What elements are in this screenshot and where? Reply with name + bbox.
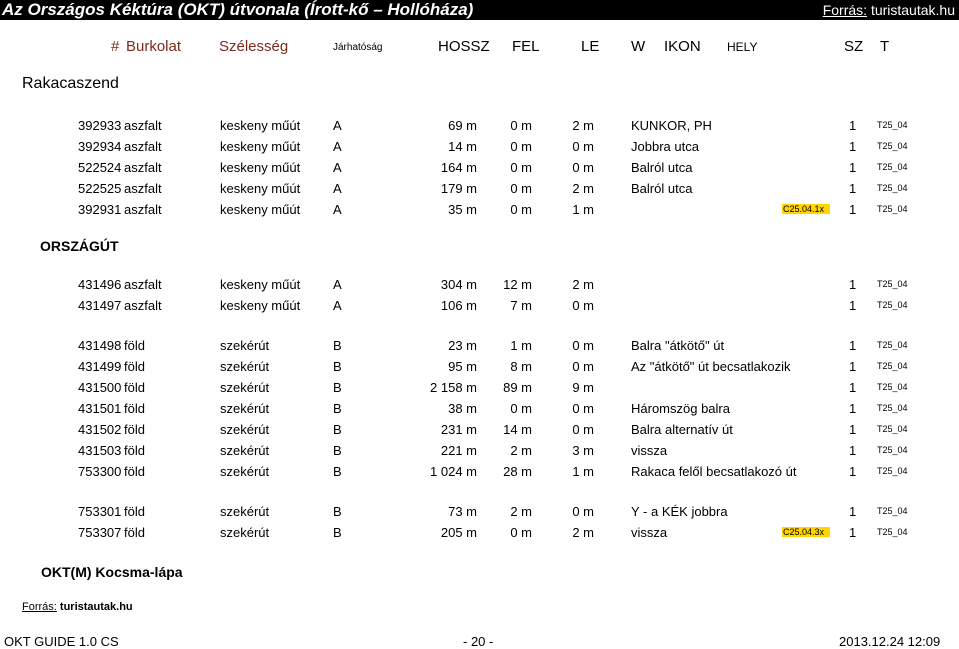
cell-burkolat: föld [124,443,145,458]
cell-hely: Balra "átkötő" út [631,338,725,353]
col-sz: SZ [844,38,864,55]
cell-fel: 14 m [503,422,532,437]
cell-hossz: 95 m [448,359,477,374]
cell-szelesseg: keskeny műút [220,118,301,133]
footer-datetime: 2013.12.24 12:09 [839,634,941,649]
cell-hely: KUNKOR, PH [631,118,712,133]
footer-source [22,601,133,613]
cell-jar: B [333,464,342,479]
cell-hossz: 179 m [440,181,477,196]
cell-burkolat: föld [124,380,145,395]
cell-jar: B [333,401,342,416]
cell-id: 753307 [78,525,122,540]
cell-fel: 0 m [510,118,532,133]
cell-le: 2 m [572,277,594,292]
cell-sz: 1 [849,443,857,458]
cell-le: 2 m [572,118,594,133]
cell-le: 0 m [572,160,594,175]
cell-jar: B [333,380,342,395]
cell-burkolat: föld [124,359,145,374]
cell-fel: 12 m [503,277,532,292]
cell-t: T25_04 [877,300,908,310]
cell-le: 2 m [572,525,594,540]
cell-t: T25_04 [877,403,908,413]
cell-fel: 8 m [510,359,532,374]
cell-fel: 0 m [510,401,532,416]
cell-t: T25_04 [877,204,908,214]
cell-hely: Balra alternatív út [631,422,733,437]
cell-sz: 1 [849,139,857,154]
cell-t: T25_04 [877,382,908,392]
header-source-label[interactable]: Forrás: [822,2,868,18]
cell-jar: A [333,118,342,133]
header-source [823,2,955,18]
cell-fel: 1 m [510,338,532,353]
cell-tag: C25.04.3x [782,527,830,537]
cell-sz: 1 [849,422,857,437]
cell-szelesseg: keskeny műút [220,181,301,196]
cell-le: 1 m [572,202,594,217]
table-row [0,525,959,545]
cell-szelesseg: szekérút [220,338,270,353]
cell-hely: Háromszög balra [631,401,730,416]
cell-sz: 1 [849,380,857,395]
cell-id: 431502 [78,422,122,437]
cell-sz: 1 [849,401,857,416]
cell-hossz: 205 m [440,525,477,540]
cell-jar: B [333,422,342,437]
cell-sz: 1 [849,464,857,479]
cell-szelesseg: szekérút [220,422,270,437]
footer-source-value[interactable]: turistautak.hu [59,601,133,613]
title-bar [0,0,959,20]
cell-jar: A [333,277,342,292]
section-mid: ORSZÁGÚT [40,238,119,254]
cell-jar: B [333,525,342,540]
cell-t: T25_04 [877,120,908,130]
cell-fel: 0 m [510,202,532,217]
col-t: T [880,38,890,55]
cell-sz: 1 [849,118,857,133]
cell-le: 0 m [572,359,594,374]
cell-hossz: 1 024 m [430,464,477,479]
footer-page-number: - 20 - [463,634,494,649]
cell-burkolat: aszfalt [124,202,162,217]
section-start: Rakacaszend [22,75,119,92]
header-source-value[interactable]: turistautak.hu [870,2,955,18]
cell-t: T25_04 [877,466,908,476]
col-le: LE [581,38,600,55]
table-row [0,380,959,400]
page-title: Az Országos Kéktúra (OKT) útvonala (Írott-kő – Hollóháza) [2,0,474,19]
cell-hely: vissza [631,525,668,540]
cell-fel: 28 m [503,464,532,479]
cell-burkolat: aszfalt [124,181,162,196]
cell-t: T25_04 [877,340,908,350]
cell-jar: A [333,160,342,175]
cell-t: T25_04 [877,445,908,455]
cell-id: 753301 [78,504,122,519]
cell-fel: 7 m [510,298,532,313]
cell-szelesseg: szekérút [220,359,270,374]
cell-szelesseg: keskeny műút [220,139,301,154]
col-szelesseg: Szélesség [219,38,289,55]
cell-le: 2 m [572,181,594,196]
cell-burkolat: aszfalt [124,277,162,292]
table-row [0,401,959,421]
cell-szelesseg: keskeny műút [220,160,301,175]
cell-hely: Az "átkötő" út becsatlakozik [631,359,791,374]
cell-le: 3 m [572,443,594,458]
table-row [0,139,959,159]
cell-id: 431498 [78,338,122,353]
cell-id: 431503 [78,443,122,458]
cell-id: 392934 [78,139,122,154]
cell-szelesseg: szekérút [220,525,270,540]
cell-hely: Rakaca felől becsatlakozó út [631,464,797,479]
cell-burkolat: föld [124,525,145,540]
cell-hossz: 69 m [448,118,477,133]
cell-szelesseg: szekérút [220,464,270,479]
cell-hely: Jobbra utca [631,139,699,154]
cell-hossz: 2 158 m [430,380,477,395]
cell-jar: A [333,181,342,196]
cell-szelesseg: szekérút [220,504,270,519]
col-burkolat: Burkolat [126,38,182,55]
cell-id: 431499 [78,359,122,374]
cell-le: 1 m [572,464,594,479]
cell-id: 392931 [78,202,122,217]
cell-id: 431500 [78,380,122,395]
cell-id: 431496 [78,277,122,292]
cell-sz: 1 [849,160,857,175]
table-row [0,464,959,484]
cell-sz: 1 [849,277,857,292]
cell-jar: A [333,202,342,217]
col-hely: HELY [727,40,758,54]
cell-sz: 1 [849,338,857,353]
cell-sz: 1 [849,525,857,540]
cell-burkolat: föld [124,464,145,479]
cell-hely: vissza [631,443,668,458]
footer-left: OKT GUIDE 1.0 CS [4,634,119,649]
cell-fel: 0 m [510,525,532,540]
cell-le: 0 m [572,338,594,353]
cell-sz: 1 [849,359,857,374]
table-row [0,359,959,379]
col-fel: FEL [512,38,540,55]
cell-jar: B [333,359,342,374]
col-hossz: HOSSZ [438,38,490,55]
cell-fel: 0 m [510,160,532,175]
cell-szelesseg: szekérút [220,401,270,416]
cell-hely: Balról utca [631,160,693,175]
cell-id: 392933 [78,118,122,133]
cell-fel: 89 m [503,380,532,395]
table-row [0,504,959,524]
cell-burkolat: aszfalt [124,118,162,133]
cell-t: T25_04 [877,183,908,193]
cell-burkolat: föld [124,401,145,416]
cell-burkolat: föld [124,422,145,437]
cell-hely: Balról utca [631,181,693,196]
cell-t: T25_04 [877,506,908,516]
col-w: W [631,38,646,55]
cell-burkolat: föld [124,338,145,353]
table-row [0,181,959,201]
cell-hossz: 221 m [440,443,477,458]
cell-tag: C25.04.1x [782,204,830,214]
cell-hossz: 38 m [448,401,477,416]
cell-le: 0 m [572,504,594,519]
col-ikon: IKON [664,38,701,55]
cell-le: 9 m [572,380,594,395]
col-jarhatosag: Járhatóság [333,42,383,53]
cell-hossz: 23 m [448,338,477,353]
cell-t: T25_04 [877,361,908,371]
cell-szelesseg: szekérút [220,380,270,395]
table-row [0,202,959,222]
cell-hossz: 304 m [440,277,477,292]
cell-id: 522525 [78,181,122,196]
cell-fel: 0 m [510,139,532,154]
cell-hossz: 35 m [448,202,477,217]
cell-id: 431501 [78,401,122,416]
cell-sz: 1 [849,504,857,519]
cell-jar: B [333,338,342,353]
cell-t: T25_04 [877,424,908,434]
cell-szelesseg: keskeny műút [220,298,301,313]
table-row [0,160,959,180]
cell-sz: 1 [849,181,857,196]
cell-t: T25_04 [877,279,908,289]
cell-jar: B [333,443,342,458]
cell-szelesseg: szekérút [220,443,270,458]
cell-jar: A [333,298,342,313]
cell-fel: 2 m [510,443,532,458]
table-row [0,338,959,358]
cell-hossz: 73 m [448,504,477,519]
table-row [0,443,959,463]
cell-sz: 1 [849,298,857,313]
cell-le: 0 m [572,298,594,313]
cell-burkolat: aszfalt [124,139,162,154]
cell-hossz: 231 m [440,422,477,437]
cell-t: T25_04 [877,527,908,537]
cell-id: 753300 [78,464,122,479]
cell-id: 431497 [78,298,122,313]
cell-hossz: 106 m [440,298,477,313]
cell-jar: A [333,139,342,154]
cell-t: T25_04 [877,141,908,151]
table-row [0,298,959,318]
cell-le: 0 m [572,422,594,437]
cell-burkolat: aszfalt [124,160,162,175]
section-end: OKT(M) Kocsma-lápa [41,564,183,580]
cell-burkolat: föld [124,504,145,519]
cell-hossz: 164 m [440,160,477,175]
cell-id: 522524 [78,160,122,175]
cell-fel: 2 m [510,504,532,519]
cell-fel: 0 m [510,181,532,196]
cell-hossz: 14 m [448,139,477,154]
footer-source-label[interactable]: Forrás: [22,601,57,613]
table-row [0,277,959,297]
cell-le: 0 m [572,401,594,416]
table-row [0,422,959,442]
cell-le: 0 m [572,139,594,154]
cell-burkolat: aszfalt [124,298,162,313]
cell-szelesseg: keskeny műút [220,277,301,292]
table-row [0,118,959,138]
col-num: # [111,38,120,55]
cell-szelesseg: keskeny műút [220,202,301,217]
cell-t: T25_04 [877,162,908,172]
cell-sz: 1 [849,202,857,217]
cell-hely: Y - a KÉK jobbra [631,504,728,519]
cell-jar: B [333,504,342,519]
